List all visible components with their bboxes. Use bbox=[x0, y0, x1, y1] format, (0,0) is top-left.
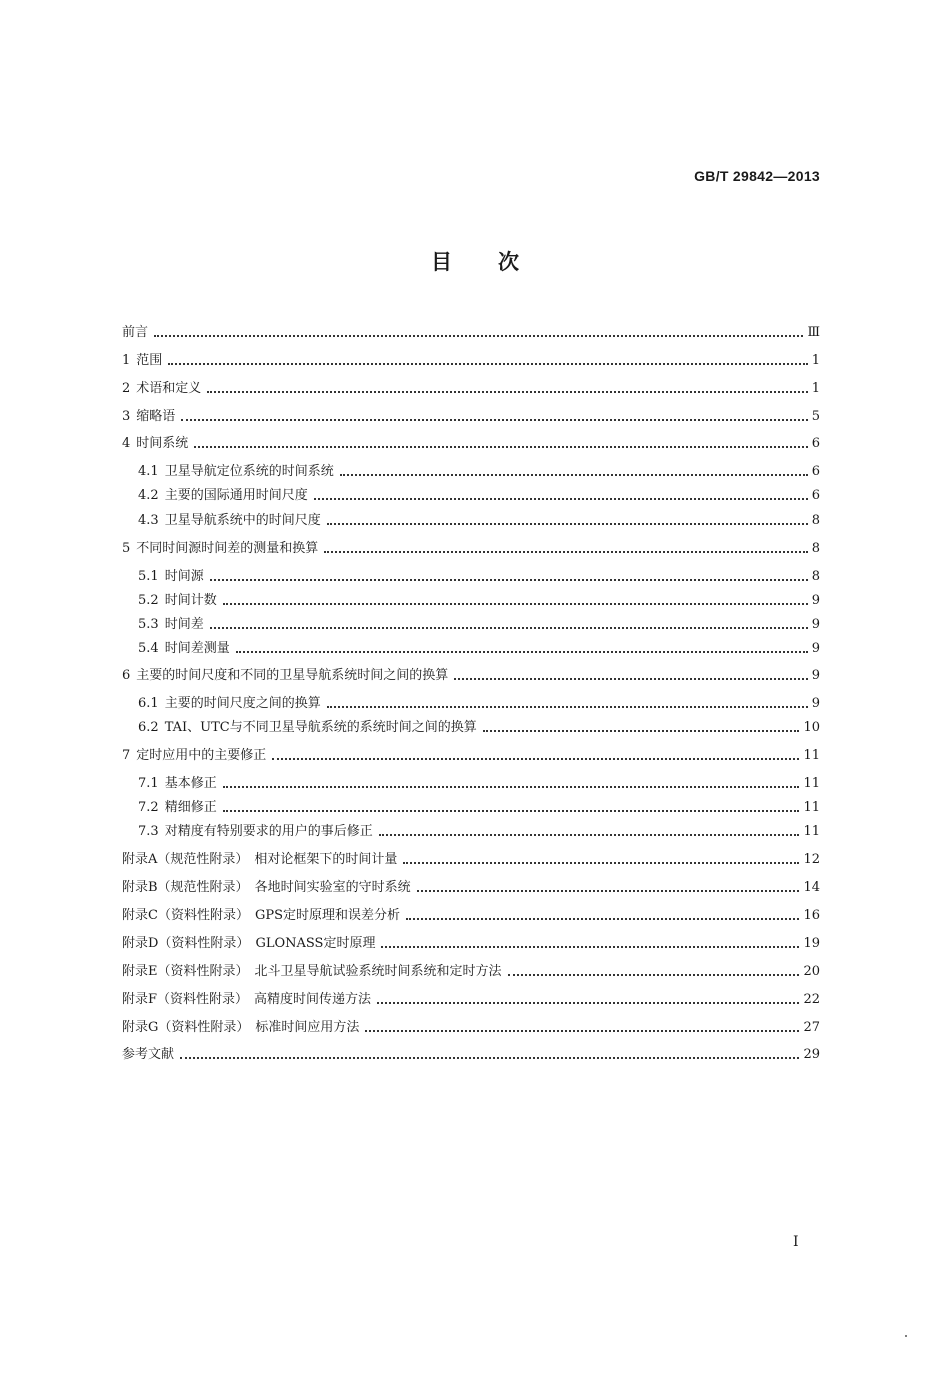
toc-entry-label: 主要的时间尺度之间的换算 bbox=[164, 696, 321, 711]
toc-entry-label: 参考文献 bbox=[122, 1047, 175, 1062]
toc-entry-label: 主要的国际通用时间尺度 bbox=[164, 488, 308, 503]
toc-entry-label: 范围 bbox=[136, 353, 163, 368]
dot-leader bbox=[314, 498, 808, 500]
dot-leader bbox=[236, 651, 808, 653]
dot-leader bbox=[181, 419, 807, 421]
toc-entry-page: 9 bbox=[811, 696, 820, 711]
toc-entry-number: 5.4 bbox=[138, 641, 159, 656]
toc-entry-page: 6 bbox=[811, 436, 820, 451]
toc-entry[interactable] bbox=[138, 614, 820, 636]
toc-entry-page: 10 bbox=[803, 720, 820, 735]
toc-entry-number: 4.3 bbox=[138, 513, 159, 528]
toc-entry-label: 相对论框架下的时间计量 bbox=[254, 852, 398, 867]
page-title: 目次 bbox=[431, 250, 565, 274]
toc-entry-page: 9 bbox=[811, 617, 820, 632]
toc-entry-page: 5 bbox=[811, 409, 820, 424]
toc-entry-page: 11 bbox=[803, 748, 820, 763]
dot-leader bbox=[154, 335, 803, 337]
toc-entry-number: 7.2 bbox=[138, 800, 159, 815]
toc-entry[interactable] bbox=[138, 821, 820, 843]
dot-leader bbox=[403, 862, 799, 864]
toc-entry-number: 5.2 bbox=[138, 593, 159, 608]
toc-entry-label: 时间差测量 bbox=[164, 641, 230, 656]
toc-entry[interactable] bbox=[122, 745, 820, 767]
dot-leader bbox=[377, 1002, 799, 1004]
toc-entry-label: GLONASS定时原理 bbox=[255, 936, 376, 951]
toc-entry-label: 对精度有特别要求的用户的事后修正 bbox=[164, 824, 373, 839]
dot-leader bbox=[207, 391, 807, 393]
page-number: I bbox=[793, 1234, 799, 1250]
toc-entry-number: 6 bbox=[122, 668, 131, 683]
toc-entry[interactable] bbox=[122, 905, 820, 927]
toc-entry-number: 附录B（规范性附录） bbox=[122, 880, 249, 895]
toc-entry[interactable] bbox=[122, 1017, 820, 1039]
toc-entry-page: 20 bbox=[803, 964, 820, 979]
toc-entry[interactable] bbox=[122, 538, 820, 560]
toc-entry-number: 7.3 bbox=[138, 824, 159, 839]
dot-leader bbox=[417, 890, 800, 892]
toc-entry[interactable] bbox=[138, 797, 820, 819]
toc-entry[interactable] bbox=[138, 717, 820, 739]
toc-entry-label: TAI、UTC与不同卫星导航系统的系统时间之间的换算 bbox=[164, 720, 477, 735]
toc-entry-number: 5.1 bbox=[138, 569, 159, 584]
toc-entry[interactable] bbox=[138, 510, 820, 532]
dot-leader bbox=[194, 446, 807, 448]
dot-leader bbox=[340, 474, 808, 476]
toc-entry-page: 1 bbox=[811, 353, 820, 368]
toc-entry-label: 主要的时间尺度和不同的卫星导航系统时间之间的换算 bbox=[136, 668, 449, 683]
toc-entry-number: 7 bbox=[122, 748, 131, 763]
toc-entry-number: 1 bbox=[122, 353, 131, 368]
toc-entry-label: 时间计数 bbox=[164, 593, 217, 608]
toc-entry-page: 14 bbox=[803, 880, 820, 895]
dot-leader bbox=[483, 730, 800, 732]
toc-entry-page: 6 bbox=[811, 488, 820, 503]
toc-entry-number: 2 bbox=[122, 381, 131, 396]
toc-entry[interactable] bbox=[122, 350, 820, 372]
dot-leader bbox=[406, 918, 799, 920]
toc-entry-number: 附录E（资料性附录） bbox=[122, 964, 249, 979]
toc-entry-page: 1 bbox=[811, 381, 820, 396]
toc-entry[interactable] bbox=[138, 590, 820, 612]
dot-leader bbox=[223, 810, 800, 812]
toc-entry-label: 缩略语 bbox=[136, 409, 176, 424]
dot-leader bbox=[324, 551, 807, 553]
toc-entry[interactable] bbox=[138, 566, 820, 588]
toc-entry[interactable] bbox=[122, 1044, 820, 1066]
dot-leader bbox=[454, 678, 807, 680]
dot-leader bbox=[210, 627, 808, 629]
toc-entry-label: 北斗卫星导航试验系统时间系统和定时方法 bbox=[254, 964, 502, 979]
dot-leader bbox=[223, 786, 800, 788]
toc-entry-label: 基本修正 bbox=[164, 776, 217, 791]
toc-entry-number: 6.1 bbox=[138, 696, 159, 711]
dot-leader bbox=[381, 946, 799, 948]
toc-entry-page: 8 bbox=[811, 569, 820, 584]
toc-entry[interactable] bbox=[138, 638, 820, 660]
toc-entry-label: 高精度时间传递方法 bbox=[254, 992, 372, 1007]
toc-entry-page: 22 bbox=[803, 992, 820, 1007]
dot-leader bbox=[327, 523, 808, 525]
toc-entry-label: 时间源 bbox=[164, 569, 204, 584]
toc-entry[interactable] bbox=[122, 665, 820, 687]
toc-entry-page: 8 bbox=[811, 541, 820, 556]
dot-leader bbox=[508, 974, 800, 976]
toc-entry-page: 12 bbox=[803, 852, 820, 867]
dot-leader bbox=[272, 758, 799, 760]
toc-entry-label: 卫星导航定位系统的时间系统 bbox=[164, 464, 334, 479]
toc-entry-label: 时间差 bbox=[164, 617, 204, 632]
toc-entry-label: 标准时间应用方法 bbox=[255, 1020, 360, 1035]
dot-leader bbox=[327, 706, 808, 708]
toc-entry-number: 附录C（资料性附录） bbox=[122, 908, 249, 923]
toc-entry-page: 16 bbox=[803, 908, 820, 923]
toc-entry-number: 4 bbox=[122, 436, 131, 451]
toc-entry-label: 定时应用中的主要修正 bbox=[136, 748, 267, 763]
standard-number: GB/T 29842—2013 bbox=[694, 168, 820, 184]
toc-entry[interactable] bbox=[122, 961, 820, 983]
toc-entry-label: 时间系统 bbox=[136, 436, 189, 451]
toc-entry-page: 9 bbox=[811, 668, 820, 683]
toc-entry-number: 3 bbox=[122, 409, 131, 424]
dot-leader bbox=[210, 579, 808, 581]
dot-leader bbox=[223, 603, 808, 605]
toc-entry[interactable] bbox=[138, 461, 820, 483]
toc-entry[interactable] bbox=[122, 378, 820, 400]
toc-entry[interactable] bbox=[138, 773, 820, 795]
toc-entry-label: 各地时间实验室的守时系统 bbox=[254, 880, 411, 895]
toc-entry-page: 9 bbox=[811, 593, 820, 608]
dot-leader bbox=[168, 363, 807, 365]
toc-entry-page: 27 bbox=[803, 1020, 820, 1035]
toc-entry[interactable] bbox=[122, 433, 820, 455]
toc-entry-number: 5 bbox=[122, 541, 131, 556]
toc-entry-label: 卫星导航系统中的时间尺度 bbox=[164, 513, 321, 528]
toc-entry-page: 19 bbox=[803, 936, 820, 951]
toc-entry-label: 精细修正 bbox=[164, 800, 217, 815]
toc-entry-number: 6.2 bbox=[138, 720, 159, 735]
toc-entry-label: 前言 bbox=[122, 325, 149, 340]
toc-entry-number: 4.2 bbox=[138, 488, 159, 503]
toc-entry-number: 附录F（资料性附录） bbox=[122, 992, 249, 1007]
toc-entry[interactable] bbox=[122, 849, 820, 871]
toc-entry-page: 29 bbox=[803, 1047, 820, 1062]
toc-entry-number: 4.1 bbox=[138, 464, 159, 479]
toc-entry[interactable] bbox=[122, 322, 820, 344]
toc-entry[interactable] bbox=[122, 877, 820, 899]
toc-entry-page: Ⅲ bbox=[807, 325, 820, 340]
toc-entry[interactable] bbox=[122, 989, 820, 1011]
toc-entry[interactable] bbox=[138, 485, 820, 507]
dot-leader bbox=[379, 834, 800, 836]
toc-entry-page: 6 bbox=[811, 464, 820, 479]
toc-entry-number: 附录A（规范性附录） bbox=[122, 852, 249, 867]
toc-entry-number: 附录G（资料性附录） bbox=[122, 1020, 250, 1035]
toc-entry-label: 不同时间源时间差的测量和换算 bbox=[136, 541, 319, 556]
dot-leader bbox=[365, 1030, 799, 1032]
toc-entry-number: 附录D（资料性附录） bbox=[122, 936, 250, 951]
toc-entry-page: 9 bbox=[811, 641, 820, 656]
toc-entry[interactable] bbox=[122, 406, 820, 428]
toc-entry[interactable] bbox=[122, 933, 820, 955]
scan-speck bbox=[905, 1335, 907, 1337]
toc-entry-page: 11 bbox=[803, 824, 820, 839]
toc-entry-label: GPS定时原理和误差分析 bbox=[254, 908, 400, 923]
toc-entry-page: 8 bbox=[811, 513, 820, 528]
toc-entry-number: 7.1 bbox=[138, 776, 159, 791]
toc-entry-page: 11 bbox=[803, 776, 820, 791]
toc-entry[interactable] bbox=[138, 693, 820, 715]
toc-entry-number: 5.3 bbox=[138, 617, 159, 632]
dot-leader bbox=[180, 1057, 799, 1059]
toc-entry-label: 术语和定义 bbox=[136, 381, 202, 396]
toc-entry-page: 11 bbox=[803, 800, 820, 815]
